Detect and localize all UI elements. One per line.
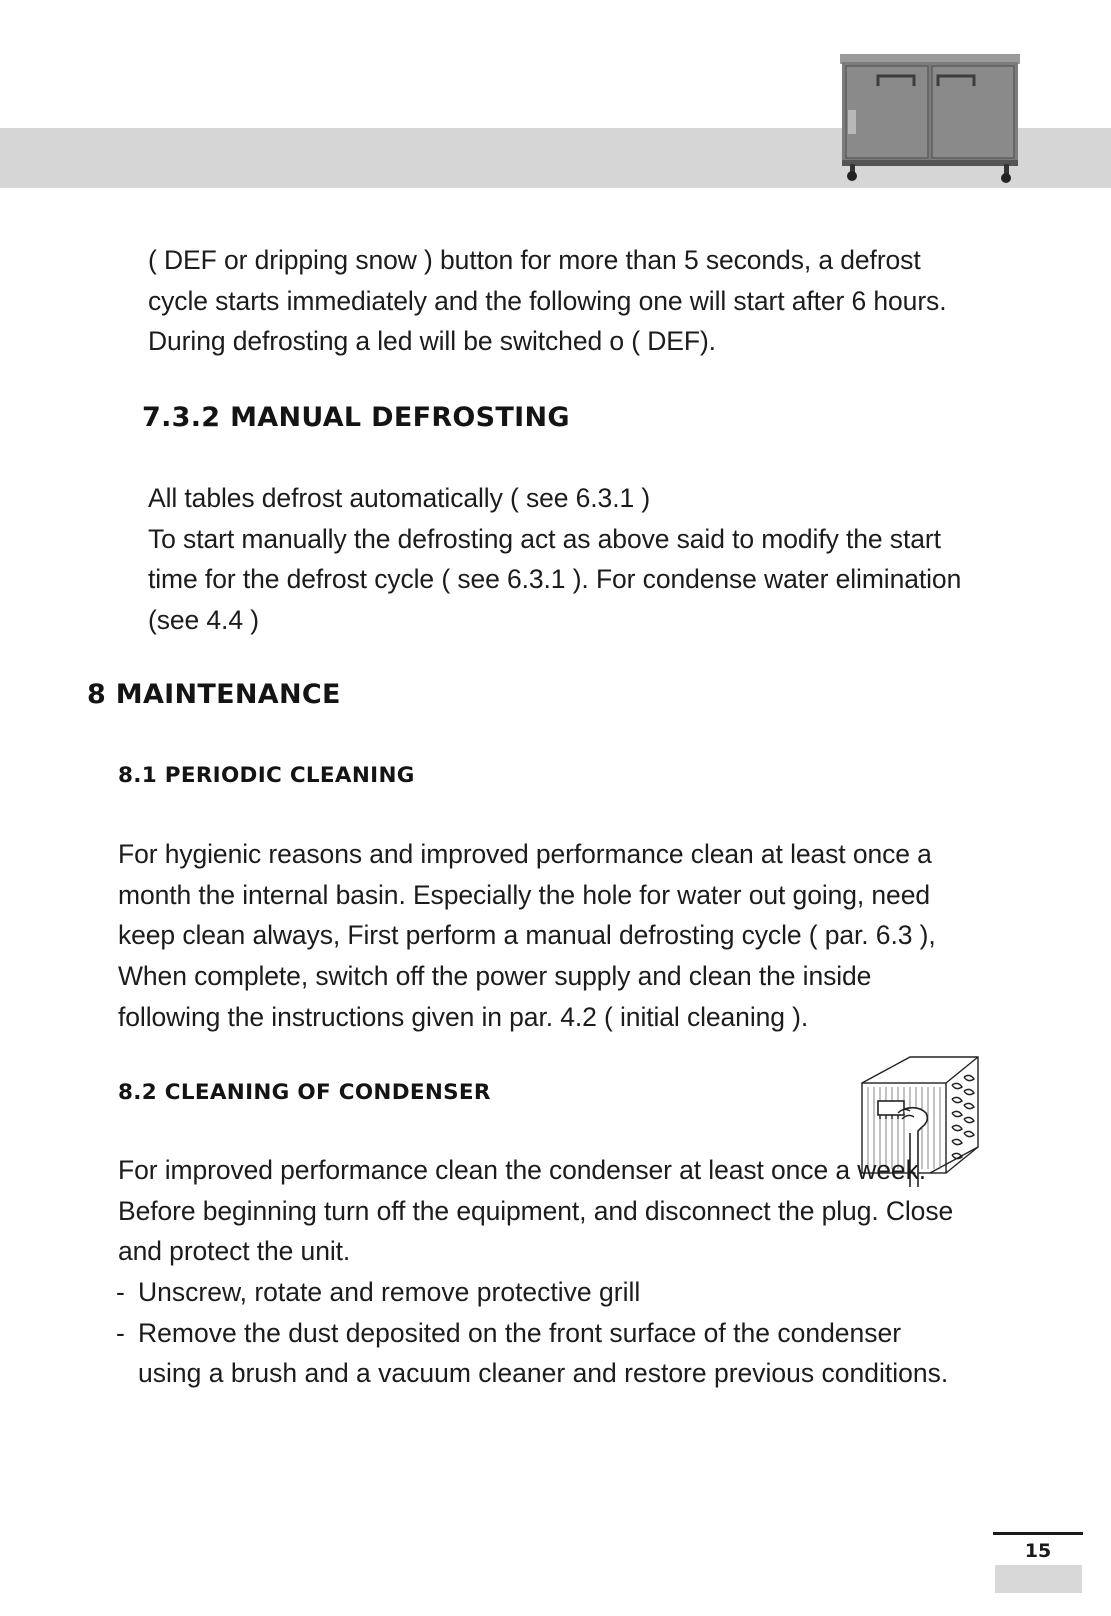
- text-line: using a brush and a vacuum cleaner and restore previous conditions.: [138, 1358, 949, 1389]
- bullet-dash: -: [116, 1277, 125, 1307]
- text-line: When complete, switch off the power supply and clean the inside: [118, 961, 872, 992]
- text-line: following the instructions given in par. 4.2 ( initial cleaning ).: [118, 1001, 809, 1032]
- text-line: (see 4.4 ): [148, 605, 259, 636]
- page-tab: [995, 1565, 1082, 1593]
- text-line: During defrosting a led will be switched o ( DEF).: [148, 326, 716, 357]
- periodic-cleaning-paragraph: [118, 834, 936, 1038]
- text-line: keep clean always, First perform a manual defrosting cycle ( par. 6.3 ),: [118, 920, 936, 951]
- text-line: cycle starts immediately and the following one will start after 6 hours.: [148, 285, 947, 316]
- condenser-steps-list: [116, 1272, 948, 1394]
- text-line: Before beginning turn off the equipment, and disconnect the plug. Close: [118, 1195, 954, 1226]
- text-line: Remove the dust deposited on the front surface of the condenser: [138, 1317, 902, 1348]
- text-line: For hygienic reasons and improved performance clean at least once a: [118, 839, 932, 869]
- list-item: [116, 1272, 948, 1313]
- bullet-dash: -: [116, 1317, 125, 1348]
- text-line: month the internal basin. Especially the hole for water out going, need: [118, 879, 930, 910]
- heading-cleaning-of-condenser: 8.2 CLEANING OF CONDENSER: [118, 1080, 491, 1105]
- page-number-rule: [993, 1532, 1083, 1535]
- text-line: All tables defrost automatically ( see 6.3.1 ): [148, 483, 651, 513]
- text-line: and protect the unit.: [118, 1236, 351, 1267]
- text-line: For improved performance clean the condenser at least once a week.: [118, 1155, 926, 1185]
- list-item: [116, 1313, 948, 1394]
- heading-manual-defrosting: 7.3.2 MANUAL DEFROSTING: [142, 402, 570, 433]
- page-number: 15: [1024, 1540, 1052, 1562]
- manual-defrosting-paragraph: [148, 478, 961, 641]
- heading-maintenance: 8 MAINTENANCE: [87, 679, 341, 710]
- cleaning-condenser-paragraph: [118, 1150, 953, 1272]
- text-line: time for the defrost cycle ( see 6.3.1 ). For condense water elimination: [148, 564, 962, 595]
- text-line: To start manually the defrosting act as above said to modify the start: [148, 523, 941, 554]
- refrigerator-illustration: [838, 50, 1028, 190]
- heading-periodic-cleaning: 8.1 PERIODIC CLEANING: [118, 763, 415, 788]
- text-line: ( DEF or dripping snow ) button for more than 5 seconds, a defrost: [148, 245, 921, 275]
- text-line: Unscrew, rotate and remove protective grill: [138, 1277, 641, 1307]
- intro-paragraph: [148, 240, 946, 362]
